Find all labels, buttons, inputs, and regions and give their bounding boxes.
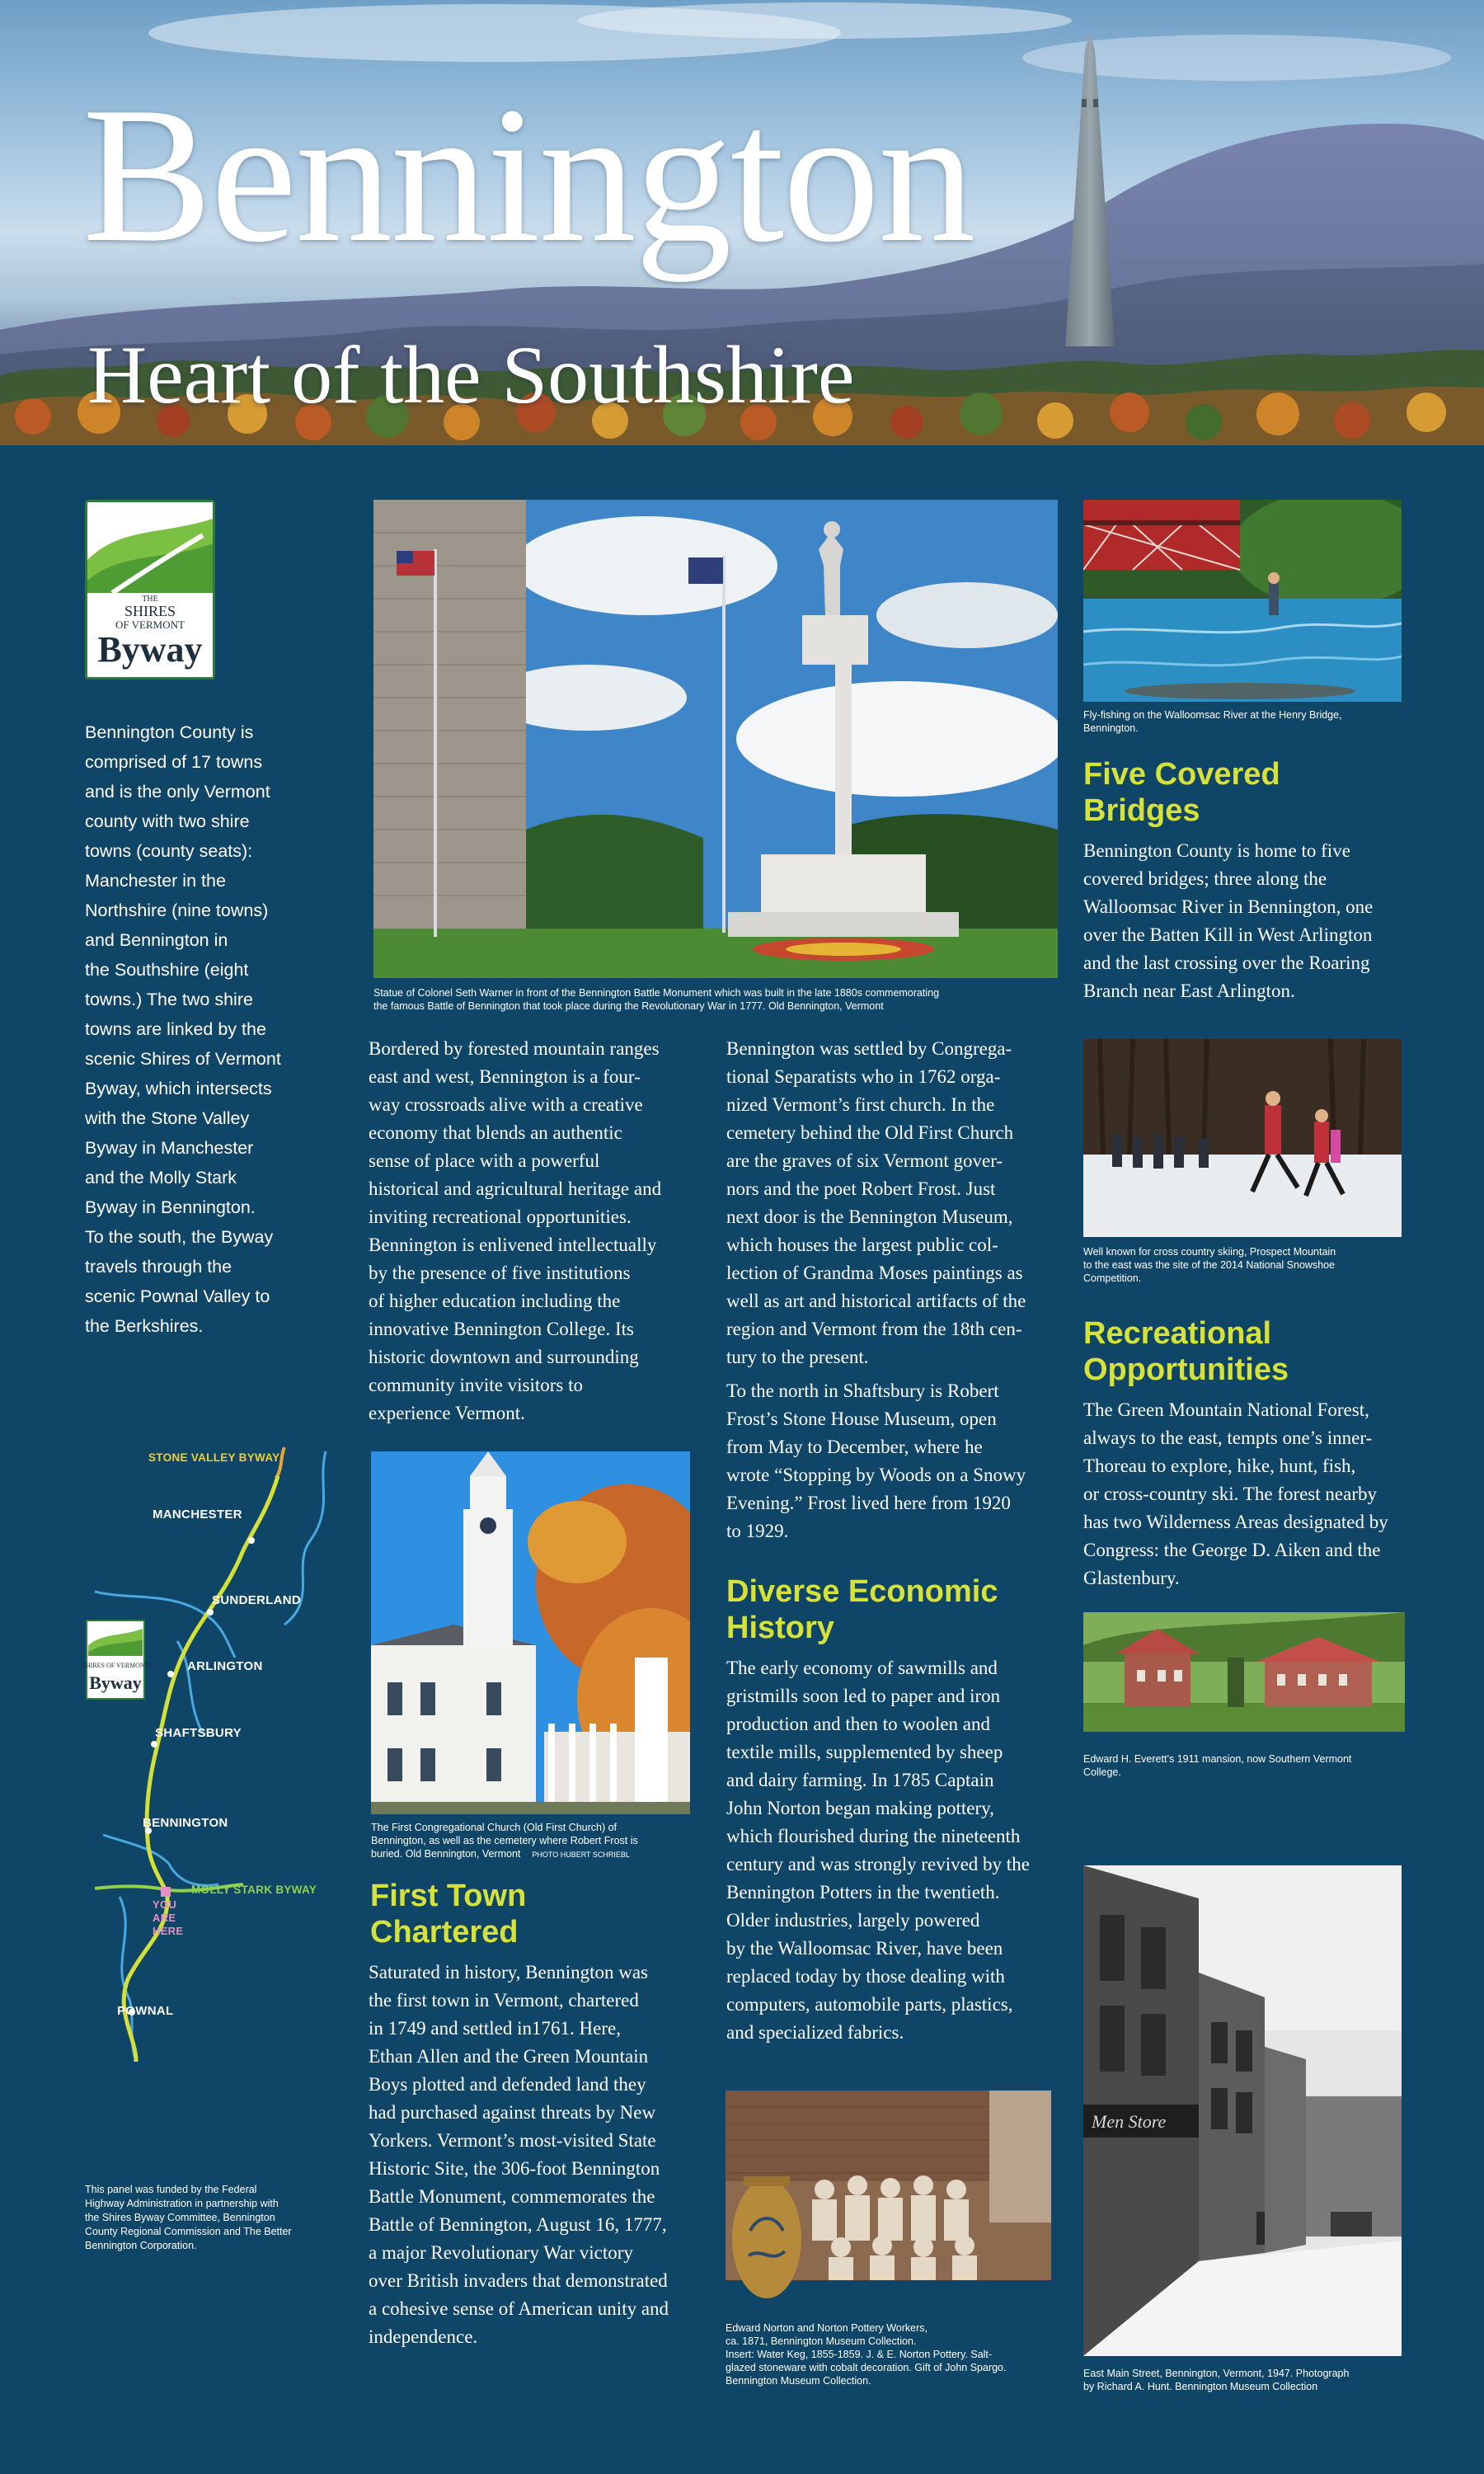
paragraph-line: Frost’s Stone House Museum, open: [726, 1409, 997, 1429]
paragraph-line: Yorkers. Vermont’s most-visited State: [369, 2130, 656, 2151]
logo-text-of-vermont: OF VERMONT: [115, 618, 185, 631]
paragraph-line: Older industries, largely powered: [726, 1910, 980, 1931]
caption-line: Bennington, as well as the cemetery where Robert Frost is: [371, 1835, 638, 1846]
intro-line: and Bennington in: [85, 930, 228, 950]
paragraph-line: a major Revolutionary War victory: [369, 2242, 633, 2263]
norton-pottery-photo: [726, 2091, 1051, 2323]
paragraph-line: sense of place with a powerful: [369, 1150, 600, 1171]
paragraph-line: tury to the present.: [726, 1347, 869, 1367]
economic-history-paragraph: [726, 1654, 1073, 2047]
intro-line: Bennington County is: [85, 722, 254, 742]
paragraph-line: To the north in Shaftsbury is Robert: [726, 1380, 999, 1401]
paragraph-line: Walloomsac River in Bennington, one: [1083, 896, 1374, 917]
shires-byway-logo: [85, 500, 215, 680]
paragraph-line: Bennington was settled by Congrega-: [726, 1038, 1012, 1059]
caption-line: to the east was the site of the 2014 National Snowshoe: [1083, 1259, 1336, 1271]
intro-line: Byway in Bennington.: [85, 1197, 256, 1217]
intro-text: [85, 717, 332, 1341]
caption-line: buried. Old Bennington, Vermont PHOTO HUBERT SCHRIEBL: [371, 1848, 630, 1860]
heading-line: First Town: [370, 1879, 527, 1913]
intro-line: the Berkshires.: [85, 1316, 204, 1336]
caption-line: Bennington.: [1083, 722, 1139, 734]
everett-mansion-photo: [1083, 1612, 1405, 1732]
paragraph-line: textile mills, supplemented by sheep: [726, 1742, 1003, 1762]
map-label-shaftsbury: SHAFTSBURY: [155, 1726, 242, 1740]
caption-line: glazed stoneware with cobalt decoration. Gift of John Spargo.: [726, 2362, 1007, 2373]
caption-line: College.: [1083, 1766, 1121, 1778]
paragraph-line: over the Batten Kill in West Arlington: [1083, 924, 1373, 945]
paragraph-line: Evening.” Frost lived here from 1920: [726, 1493, 1011, 1513]
intro-line: and is the only Vermont: [85, 782, 270, 802]
intro-line: with the Stone Valley: [85, 1108, 250, 1128]
mansion-photo-caption: [1083, 1752, 1413, 1779]
logo-text-byway: Byway: [97, 629, 203, 670]
funding-line: the Shires Byway Committee, Bennington: [85, 2212, 275, 2223]
heading-line: Opportunities: [1083, 1352, 1289, 1387]
monument-statue-photo: [373, 500, 1058, 978]
map-label-pownal: POWNAL: [117, 2004, 174, 2018]
paragraph-line: and the last crossing over the Roaring: [1083, 952, 1370, 973]
funding-line: This panel was funded by the Federal: [85, 2184, 257, 2195]
paragraph-line: nors and the poet Robert Frost. Just: [726, 1178, 996, 1199]
paragraph-line: The early economy of sawmills and: [726, 1658, 998, 1678]
caption-line: Edward Norton and Norton Pottery Workers,: [726, 2322, 928, 2334]
frost-paragraph: [726, 1377, 1064, 1545]
logo-text-shires: SHIRES: [124, 603, 176, 619]
paragraph-line: Bennington Potters in the twentieth.: [726, 1882, 1000, 1903]
paragraph-line: century and was strongly revived by the: [726, 1854, 1030, 1874]
caption-line: Bennington Museum Collection.: [726, 2375, 871, 2387]
intro-line: Byway, which intersects: [85, 1079, 272, 1098]
paragraph-line: always to the east, tempts one’s inner-: [1083, 1427, 1373, 1448]
paragraph-line: tional Separatists who in 1762 orga-: [726, 1066, 1001, 1087]
paragraph-line: inviting recreational opportunities.: [369, 1206, 632, 1227]
paragraph-line: gristmills soon led to paper and iron: [726, 1686, 1001, 1706]
paragraph-line: are the graves of six Vermont gover-: [726, 1150, 1003, 1171]
caption-line: Fly-fishing on the Walloomsac River at the Henry Bridge,: [1083, 709, 1342, 721]
snowshoe-photo-caption: [1083, 1245, 1413, 1285]
battle-monument-graphic: [1065, 33, 1115, 346]
monument-photo-caption: [373, 986, 1066, 1013]
paragraph-line: John Norton began making pottery,: [726, 1798, 994, 1818]
map-label-sunderland: SUNDERLAND: [212, 1593, 301, 1607]
paragraph-line: Bennington County is home to five: [1083, 840, 1350, 861]
photo-credit: PHOTO HUBERT SCHRIEBL: [532, 1851, 630, 1859]
caption-line: Statue of Colonel Seth Warner in front of the Bennington Battle Monument which was built in the late 1880s commemorating: [373, 987, 940, 999]
paragraph-line: Congress: the George D. Aiken and the: [1083, 1540, 1381, 1560]
paragraph-line: in 1749 and settled in1761. Here,: [369, 2018, 621, 2039]
old-first-church-photo: [371, 1451, 690, 1814]
church-photo-caption: [371, 1821, 701, 1861]
paragraph-line: experience Vermont.: [369, 1403, 525, 1423]
paragraph-line: and specialized fabrics.: [726, 2022, 904, 2043]
paragraph-line: covered bridges; three along the: [1083, 868, 1327, 889]
intro-line: Byway in Manchester: [85, 1138, 254, 1158]
paragraph-line: well as art and historical artifacts of the: [726, 1291, 1026, 1311]
fly-fishing-photo: [1083, 500, 1402, 702]
intro-line: towns (county seats):: [85, 841, 253, 861]
settled-paragraph: [726, 1035, 1064, 1371]
paragraph-line: had purchased against threats by New: [369, 2102, 656, 2123]
paragraph-line: which houses the largest public col-: [726, 1235, 998, 1255]
paragraph-line: community invite visitors to: [369, 1375, 584, 1395]
paragraph-line: from May to December, where he: [726, 1437, 983, 1457]
intro-line: Northshire (nine towns): [85, 901, 269, 920]
map-label-arlington: ARLINGTON: [187, 1659, 263, 1673]
recreational-opportunities-heading: [1083, 1315, 1413, 1388]
paragraph-line: next door is the Bennington Museum,: [726, 1206, 1013, 1227]
paragraph-line: and dairy farming. In 1785 Captain: [726, 1770, 994, 1790]
svg-text:SHIRES OF VERMONT: SHIRES OF VERMONT: [82, 1662, 149, 1669]
caption-line: Competition.: [1083, 1272, 1142, 1284]
intro-line: scenic Pownal Valley to: [85, 1286, 270, 1306]
paragraph-line: Bordered by forested mountain ranges: [369, 1038, 660, 1059]
paragraph-line: of higher education including the: [369, 1291, 621, 1311]
first-town-paragraph: [369, 1959, 723, 2351]
paragraph-line: economy that blends an authentic: [369, 1122, 622, 1143]
paragraph-line: way crossroads alive with a creative: [369, 1094, 643, 1115]
east-main-street-photo: [1083, 1865, 1402, 2356]
paragraph-line: Boys plotted and defended land they: [369, 2074, 646, 2095]
paragraph-line: historical and agricultural heritage and: [369, 1178, 662, 1199]
caption-line: the famous Battle of Bennington that took place during the Revolutionary War in 1777. Old Bennington, Vermont: [373, 1000, 884, 1012]
page-title: Bennington: [82, 68, 974, 283]
map-label-molly-stark: MOLLY STARK BYWAY: [191, 1884, 317, 1896]
funding-credit: [85, 2183, 349, 2253]
map-label-manchester: MANCHESTER: [153, 1507, 242, 1522]
heading-line: Diverse Economic: [726, 1574, 998, 1609]
paragraph-line: replaced today by those dealing with: [726, 1966, 1005, 1987]
paragraph-line: Battle of Bennington, August 16, 1777,: [369, 2214, 667, 2235]
paragraph-line: innovative Bennington College. Its: [369, 1319, 634, 1339]
page-subtitle: Heart of the Southshire: [87, 329, 855, 421]
paragraph-line: Saturated in history, Bennington was: [369, 1962, 648, 1982]
logo-text-the: THE: [142, 595, 158, 604]
heading-line: Chartered: [370, 1915, 519, 1950]
paragraph-line: has two Wilderness Areas designated by: [1083, 1512, 1388, 1532]
intro-line: To the south, the Byway: [85, 1227, 274, 1247]
caption-line: ca. 1871, Bennington Museum Collection.: [726, 2335, 917, 2347]
header-banner: [0, 0, 1484, 445]
paragraph-line: historic downtown and surrounding: [369, 1347, 639, 1367]
intro-line: and the Molly Stark: [85, 1168, 237, 1188]
paragraph-line: computers, automobile parts, plastics,: [726, 1994, 1013, 2015]
caption-line: Insert: Water Keg, 1855-1859. J. & E. Norton Pottery. Salt-: [726, 2349, 993, 2360]
paragraph-line: by the presence of five institutions: [369, 1263, 631, 1283]
byway-map: [78, 1435, 342, 2078]
paragraph-line: Ethan Allen and the Green Mountain: [369, 2046, 649, 2067]
crossroads-paragraph: [369, 1035, 723, 1427]
funding-line: County Regional Commission and The Better: [85, 2226, 292, 2237]
paragraph-line: the first town in Vermont, chartered: [369, 1990, 639, 2011]
covered-bridges-heading: [1083, 756, 1413, 829]
paragraph-line: over British invaders that demonstrated: [369, 2270, 668, 2291]
paragraph-line: by the Walloomsac River, have been: [726, 1938, 1003, 1959]
covered-bridges-paragraph: [1083, 837, 1413, 1005]
first-town-heading: [370, 1878, 700, 1950]
intro-line: scenic Shires of Vermont: [85, 1049, 281, 1069]
intro-line: towns.) The two shire: [85, 990, 253, 1009]
store-sign-text: Men Store: [1092, 2111, 1167, 2132]
paragraph-line: nized Vermont’s first church. In the: [726, 1094, 995, 1115]
paragraph-line: or cross-country ski. The forest nearby: [1083, 1484, 1377, 1504]
intro-line: Manchester in the: [85, 871, 226, 891]
funding-line: Bennington Corporation.: [85, 2240, 197, 2251]
caption-line: by Richard A. Hunt. Bennington Museum Collection: [1083, 2381, 1318, 2392]
heading-line: Recreational: [1083, 1316, 1272, 1351]
paragraph-line: Branch near East Arlington.: [1083, 981, 1295, 1001]
fishing-photo-caption: [1083, 708, 1413, 735]
paragraph-line: Glastenbury.: [1083, 1568, 1180, 1588]
paragraph-line: Historic Site, the 306-foot Bennington: [369, 2158, 660, 2179]
paragraph-line: independence.: [369, 2326, 478, 2347]
intro-line: travels through the: [85, 1257, 232, 1277]
paragraph-line: region and Vermont from the 18th cen-: [726, 1319, 1022, 1339]
caption-line: East Main Street, Bennington, Vermont, 1947. Photograph: [1083, 2368, 1350, 2379]
caption-line: The First Congregational Church (Old First Church) of: [371, 1822, 618, 1833]
heading-line: Bridges: [1083, 793, 1200, 828]
caption-line: Well known for cross country skiing, Prospect Mountain: [1083, 1246, 1336, 1258]
intro-line: towns are linked by the: [85, 1019, 266, 1039]
paragraph-line: Thoreau to explore, hike, hunt, fish,: [1083, 1456, 1356, 1476]
paragraph-line: cemetery behind the Old First Church: [726, 1122, 1014, 1143]
paragraph-line: lection of Grandma Moses paintings as: [726, 1263, 1023, 1283]
paragraph-line: to 1929.: [726, 1521, 789, 1541]
paragraph-line: a cohesive sense of American unity and: [369, 2298, 669, 2319]
paragraph-line: Bennington is enlivened intellectually: [369, 1235, 657, 1255]
pottery-photo-caption: [726, 2321, 1064, 2387]
paragraph-line: east and west, Bennington is a four-: [369, 1066, 641, 1087]
paragraph-line: Battle Monument, commemorates the: [369, 2186, 655, 2207]
caption-line: Edward H. Everett’s 1911 mansion, now Southern Vermont: [1083, 1753, 1352, 1765]
paragraph-line: which flourished during the nineteenth: [726, 1826, 1021, 1846]
you-are-here-marker: YOU ARE HERE: [153, 1898, 184, 1937]
snowshoe-race-photo: [1083, 1039, 1402, 1237]
street-photo-caption: [1083, 2367, 1413, 2393]
paragraph-line: production and then to woolen and: [726, 1714, 991, 1734]
map-label-bennington: BENNINGTON: [143, 1816, 228, 1830]
heading-line: History: [726, 1611, 834, 1645]
funding-line: Highway Administration in partnership with: [85, 2198, 279, 2209]
recreational-paragraph: [1083, 1396, 1413, 1592]
paragraph-line: The Green Mountain National Forest,: [1083, 1399, 1369, 1420]
intro-line: the Southshire (eight: [85, 960, 249, 980]
intro-line: county with two shire: [85, 811, 250, 831]
economic-history-heading: [726, 1573, 1073, 1646]
paragraph-line: wrote “Stopping by Woods on a Snowy: [726, 1465, 1026, 1485]
svg-text:Byway: Byway: [89, 1672, 142, 1693]
heading-line: Five Covered: [1083, 757, 1280, 792]
map-label-stone-valley: STONE VALLEY BYWAY: [148, 1451, 280, 1464]
intro-line: comprised of 17 towns: [85, 752, 263, 772]
